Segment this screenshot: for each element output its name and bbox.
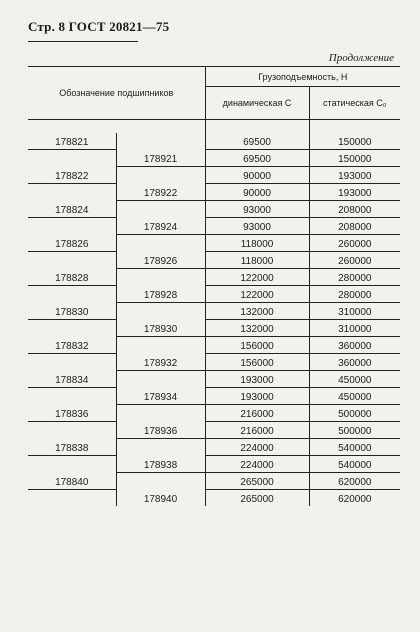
dynamic-load-cell: 90000 (205, 184, 309, 201)
static-load-cell: 620000 (309, 490, 400, 507)
dynamic-load-cell: 224000 (205, 439, 309, 456)
designation-series-9: 178940 (116, 490, 205, 507)
designation-series-9 (116, 371, 205, 388)
designation-series-8: 178821 (28, 133, 116, 150)
static-load-cell: 450000 (309, 388, 400, 405)
designation-series-9 (116, 167, 205, 184)
designation-series-8 (28, 388, 116, 405)
static-load-cell: 450000 (309, 371, 400, 388)
designation-series-8: 178834 (28, 371, 116, 388)
designation-series-9: 178938 (116, 456, 205, 473)
dynamic-load-cell: 224000 (205, 456, 309, 473)
designation-series-8: 178826 (28, 235, 116, 252)
static-load-cell: 310000 (309, 320, 400, 337)
table-row (28, 320, 400, 337)
table-row (28, 303, 400, 320)
designation-series-8: 178822 (28, 167, 116, 184)
table-body (28, 133, 400, 506)
table-row (28, 405, 400, 422)
table-row (28, 337, 400, 354)
designation-series-9: 178924 (116, 218, 205, 235)
dynamic-load-cell: 132000 (205, 320, 309, 337)
page-header: Стр. 8 ГОСТ 20821—75 (28, 19, 170, 34)
header-spacer (309, 120, 400, 134)
table-row (28, 201, 400, 218)
designation-series-9: 178934 (116, 388, 205, 405)
static-load-cell: 150000 (309, 150, 400, 167)
designation-series-8: 178836 (28, 405, 116, 422)
designation-series-9: 178928 (116, 286, 205, 303)
designation-series-9 (116, 405, 205, 422)
table-row (28, 167, 400, 184)
designation-series-8 (28, 456, 116, 473)
dynamic-load-cell: 122000 (205, 269, 309, 286)
designation-series-8 (28, 184, 116, 201)
header-dynamic: динамическая C (205, 87, 309, 120)
designation-series-8 (28, 218, 116, 235)
static-load-cell: 500000 (309, 405, 400, 422)
table-row (28, 473, 400, 490)
designation-series-8: 178830 (28, 303, 116, 320)
table-row (28, 150, 400, 167)
designation-series-9: 178921 (116, 150, 205, 167)
static-load-cell: 540000 (309, 439, 400, 456)
static-load-cell: 360000 (309, 354, 400, 371)
designation-series-9: 178930 (116, 320, 205, 337)
dynamic-load-cell: 216000 (205, 422, 309, 439)
designation-series-8 (28, 490, 116, 507)
continuation-label: Продолжение (328, 52, 394, 64)
static-load-cell: 620000 (309, 473, 400, 490)
designation-series-9 (116, 473, 205, 490)
static-load-cell: 260000 (309, 235, 400, 252)
dynamic-load-cell: 122000 (205, 286, 309, 303)
table-row (28, 252, 400, 269)
static-load-cell: 208000 (309, 201, 400, 218)
static-load-cell: 193000 (309, 184, 400, 201)
designation-series-8 (28, 252, 116, 269)
header-spacer (205, 120, 309, 134)
header-static: статическая C₀ (309, 87, 400, 120)
dynamic-load-cell: 118000 (205, 235, 309, 252)
static-load-cell: 280000 (309, 286, 400, 303)
dynamic-load-cell: 69500 (205, 150, 309, 167)
designation-series-8: 178824 (28, 201, 116, 218)
dynamic-load-cell: 93000 (205, 218, 309, 235)
static-load-cell: 280000 (309, 269, 400, 286)
designation-series-9 (116, 201, 205, 218)
header-load-capacity: Грузоподъемность, Н (205, 67, 400, 87)
dynamic-load-cell: 193000 (205, 388, 309, 405)
designation-series-8: 178832 (28, 337, 116, 354)
static-load-cell: 193000 (309, 167, 400, 184)
table-row (28, 184, 400, 201)
designation-series-9 (116, 235, 205, 252)
static-load-cell: 310000 (309, 303, 400, 320)
static-load-cell: 360000 (309, 337, 400, 354)
dynamic-load-cell: 132000 (205, 303, 309, 320)
table-row (28, 439, 400, 456)
designation-series-9: 178922 (116, 184, 205, 201)
table-row (28, 235, 400, 252)
designation-series-8 (28, 354, 116, 371)
dynamic-load-cell: 156000 (205, 354, 309, 371)
table-row (28, 456, 400, 473)
designation-series-9 (116, 133, 205, 150)
header-rule (28, 41, 138, 42)
table-row (28, 371, 400, 388)
table-row (28, 269, 400, 286)
header-designation: Обозначение подшипников (28, 67, 205, 120)
table-row (28, 354, 400, 371)
static-load-cell: 208000 (309, 218, 400, 235)
designation-series-9 (116, 269, 205, 286)
table-row (28, 286, 400, 303)
static-load-cell: 150000 (309, 133, 400, 150)
designation-series-8 (28, 286, 116, 303)
dynamic-load-cell: 265000 (205, 490, 309, 507)
dynamic-load-cell: 118000 (205, 252, 309, 269)
dynamic-load-cell: 156000 (205, 337, 309, 354)
designation-series-8: 178828 (28, 269, 116, 286)
static-load-cell: 260000 (309, 252, 400, 269)
header-spacer (28, 120, 205, 134)
designation-series-8 (28, 150, 116, 167)
designation-series-9: 178926 (116, 252, 205, 269)
table-row (28, 133, 400, 150)
static-load-cell: 500000 (309, 422, 400, 439)
dynamic-load-cell: 193000 (205, 371, 309, 388)
designation-series-8 (28, 422, 116, 439)
dynamic-load-cell: 69500 (205, 133, 309, 150)
bearing-load-table (28, 66, 400, 506)
designation-series-9 (116, 337, 205, 354)
table-row (28, 490, 400, 507)
designation-series-9: 178932 (116, 354, 205, 371)
table-row (28, 388, 400, 405)
table-row (28, 218, 400, 235)
designation-series-9 (116, 303, 205, 320)
designation-series-8 (28, 320, 116, 337)
designation-series-9 (116, 439, 205, 456)
dynamic-load-cell: 90000 (205, 167, 309, 184)
designation-series-8: 178838 (28, 439, 116, 456)
dynamic-load-cell: 265000 (205, 473, 309, 490)
table-row (28, 422, 400, 439)
static-load-cell: 540000 (309, 456, 400, 473)
designation-series-9: 178936 (116, 422, 205, 439)
dynamic-load-cell: 93000 (205, 201, 309, 218)
dynamic-load-cell: 216000 (205, 405, 309, 422)
designation-series-8: 178840 (28, 473, 116, 490)
